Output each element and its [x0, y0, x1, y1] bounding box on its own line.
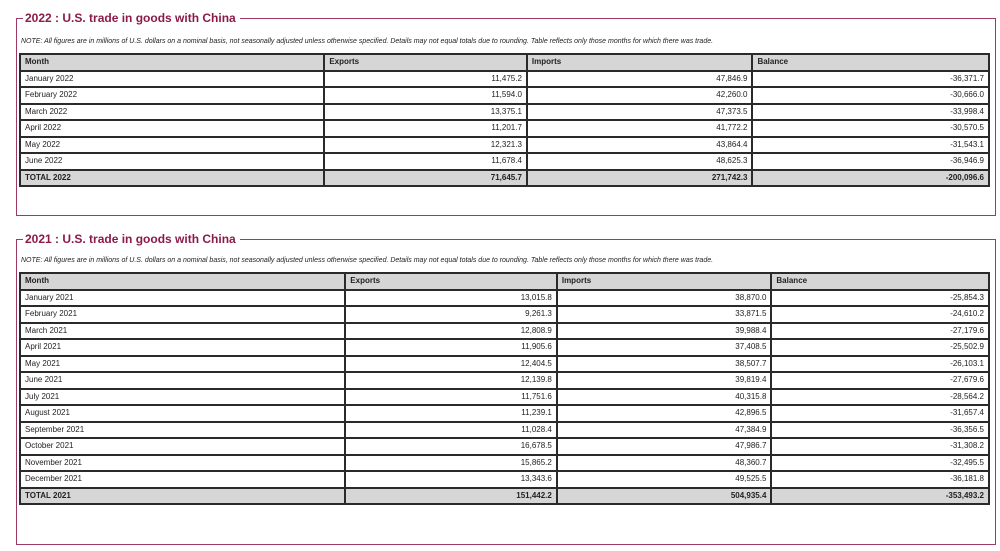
cell-balance: -36,371.7 [752, 71, 989, 88]
cell-imports: 43,864.4 [527, 137, 753, 154]
cell-exports: 13,015.8 [345, 290, 557, 307]
cell-balance: -200,096.6 [752, 170, 989, 187]
table-row [20, 153, 989, 170]
cell-exports: 13,343.6 [345, 471, 557, 488]
col-header-exports: Exports [345, 273, 557, 290]
cell-imports: 39,988.4 [557, 323, 772, 340]
cell-month: March 2021 [20, 323, 345, 340]
note-text: NOTE: All figures are in millions of U.S. dollars on a nominal basis, not seasonally adjusted unless otherwise specified. Details may not equal totals due to rounding. Table reflects only those months for which there was trade. [21, 257, 714, 264]
table-row [20, 422, 989, 439]
table-row [20, 405, 989, 422]
cell-imports: 33,871.5 [557, 306, 772, 323]
table-row [20, 323, 989, 340]
cell-exports: 71,645.7 [324, 170, 527, 187]
cell-balance: -353,493.2 [771, 488, 989, 505]
trade-table-2021 [19, 272, 990, 505]
cell-balance: -25,502.9 [771, 339, 989, 356]
cell-balance: -31,657.4 [771, 405, 989, 422]
table-row [20, 455, 989, 472]
cell-imports: 504,935.4 [557, 488, 772, 505]
cell-month: May 2021 [20, 356, 345, 373]
cell-month: August 2021 [20, 405, 345, 422]
table-row [20, 356, 989, 373]
col-header-exports: Exports [324, 54, 527, 71]
cell-imports: 47,373.5 [527, 104, 753, 121]
cell-exports: 11,678.4 [324, 153, 527, 170]
cell-imports: 39,819.4 [557, 372, 772, 389]
cell-balance: -30,666.0 [752, 87, 989, 104]
cell-balance: -27,679.6 [771, 372, 989, 389]
cell-exports: 11,905.6 [345, 339, 557, 356]
cell-exports: 151,442.2 [345, 488, 557, 505]
cell-exports: 12,404.5 [345, 356, 557, 373]
cell-imports: 41,772.2 [527, 120, 753, 137]
table-row [20, 290, 989, 307]
cell-exports: 15,865.2 [345, 455, 557, 472]
table-total-row [20, 488, 989, 505]
cell-month: February 2022 [20, 87, 324, 104]
cell-exports: 11,751.6 [345, 389, 557, 406]
cell-exports: 11,475.2 [324, 71, 527, 88]
cell-balance: -33,998.4 [752, 104, 989, 121]
table-total-row [20, 170, 989, 187]
col-header-imports: Imports [527, 54, 753, 71]
cell-month: July 2021 [20, 389, 345, 406]
section-2021 [16, 232, 996, 545]
table-row [20, 471, 989, 488]
section-2022 [16, 11, 996, 216]
cell-balance: -32,495.5 [771, 455, 989, 472]
cell-month: TOTAL 2021 [20, 488, 345, 505]
cell-balance: -31,543.1 [752, 137, 989, 154]
cell-month: September 2021 [20, 422, 345, 439]
cell-exports: 11,594.0 [324, 87, 527, 104]
table-row [20, 87, 989, 104]
cell-balance: -36,356.5 [771, 422, 989, 439]
cell-month: June 2022 [20, 153, 324, 170]
cell-balance: -26,103.1 [771, 356, 989, 373]
cell-exports: 11,239.1 [345, 405, 557, 422]
col-header-month: Month [20, 54, 324, 71]
cell-balance: -25,854.3 [771, 290, 989, 307]
section-title: 2021 : U.S. trade in goods with China [23, 231, 240, 247]
cell-imports: 42,260.0 [527, 87, 753, 104]
cell-balance: -24,610.2 [771, 306, 989, 323]
col-header-imports: Imports [557, 273, 772, 290]
cell-month: November 2021 [20, 455, 345, 472]
cell-balance: -36,181.8 [771, 471, 989, 488]
cell-exports: 11,028.4 [345, 422, 557, 439]
cell-month: TOTAL 2022 [20, 170, 324, 187]
cell-month: May 2022 [20, 137, 324, 154]
cell-imports: 40,315.8 [557, 389, 772, 406]
cell-imports: 47,384.9 [557, 422, 772, 439]
cell-imports: 48,625.3 [527, 153, 753, 170]
cell-balance: -27,179.6 [771, 323, 989, 340]
table-row [20, 389, 989, 406]
cell-exports: 12,321.3 [324, 137, 527, 154]
cell-month: December 2021 [20, 471, 345, 488]
cell-imports: 38,507.7 [557, 356, 772, 373]
cell-imports: 37,408.5 [557, 339, 772, 356]
table-header-row [20, 54, 989, 71]
table-body [20, 71, 989, 187]
table-row [20, 438, 989, 455]
col-header-balance: Balance [752, 54, 989, 71]
cell-month: October 2021 [20, 438, 345, 455]
table-row [20, 137, 989, 154]
table-row [20, 306, 989, 323]
trade-table-2022 [19, 53, 990, 187]
cell-imports: 271,742.3 [527, 170, 753, 187]
section-title: 2022 : U.S. trade in goods with China [23, 10, 240, 26]
cell-imports: 47,986.7 [557, 438, 772, 455]
cell-month: January 2021 [20, 290, 345, 307]
cell-imports: 42,896.5 [557, 405, 772, 422]
cell-balance: -31,308.2 [771, 438, 989, 455]
cell-imports: 49,525.5 [557, 471, 772, 488]
cell-exports: 12,808.9 [345, 323, 557, 340]
cell-exports: 9,261.3 [345, 306, 557, 323]
cell-balance: -30,570.5 [752, 120, 989, 137]
table-row [20, 71, 989, 88]
cell-imports: 48,360.7 [557, 455, 772, 472]
cell-exports: 11,201.7 [324, 120, 527, 137]
col-header-balance: Balance [771, 273, 989, 290]
cell-imports: 38,870.0 [557, 290, 772, 307]
table-row [20, 104, 989, 121]
table-header-row [20, 273, 989, 290]
cell-exports: 13,375.1 [324, 104, 527, 121]
note-text: NOTE: All figures are in millions of U.S. dollars on a nominal basis, not seasonally adjusted unless otherwise specified. Details may not equal totals due to rounding. Table reflects only those months for which there was trade. [21, 38, 714, 45]
table-row [20, 120, 989, 137]
cell-month: February 2021 [20, 306, 345, 323]
cell-month: March 2022 [20, 104, 324, 121]
table-row [20, 372, 989, 389]
cell-balance: -36,946.9 [752, 153, 989, 170]
cell-exports: 16,678.5 [345, 438, 557, 455]
cell-month: April 2021 [20, 339, 345, 356]
cell-exports: 12,139.8 [345, 372, 557, 389]
table-body [20, 290, 989, 505]
cell-imports: 47,846.9 [527, 71, 753, 88]
cell-balance: -28,564.2 [771, 389, 989, 406]
cell-month: April 2022 [20, 120, 324, 137]
col-header-month: Month [20, 273, 345, 290]
table-row [20, 339, 989, 356]
cell-month: June 2021 [20, 372, 345, 389]
cell-month: January 2022 [20, 71, 324, 88]
